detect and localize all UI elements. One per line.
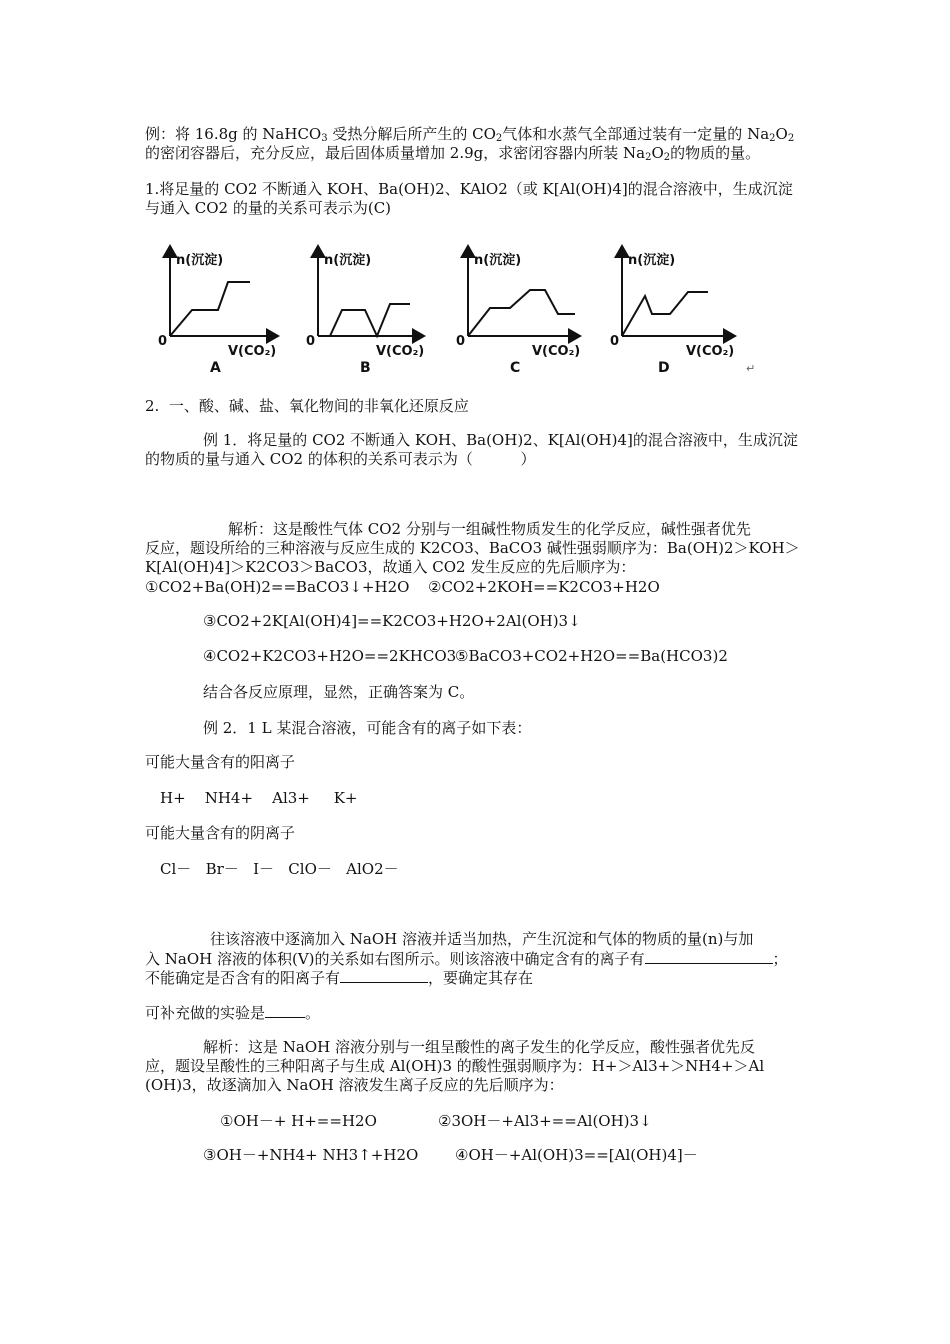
graph-b-origin: 0	[306, 334, 316, 349]
analysis2-line1: 解析：这是 NaOH 溶液分别与一组呈酸性的离子发生的化学反应，酸性强者优先反	[203, 1038, 755, 1056]
ex2-question-line1: 往该溶液中逐滴加入 NaOH 溶液并适当加热，产生沉淀和气体的物质的量(n)与加	[210, 930, 754, 948]
analysis2-line2: 应，题设呈酸性的三种阳离子与生成 Al(OH)3 的酸性强弱顺序为：H+＞Al3+＞NH4+＞Al	[145, 1057, 765, 1075]
graph-b-curve	[318, 304, 410, 336]
graph-d-curve	[622, 292, 708, 336]
ion-reaction-2: ②3OH－+Al3+==Al(OH)3↓	[438, 1112, 652, 1130]
cation-list: H+ NH4+ Al3+ K+	[160, 789, 358, 807]
example-intro: 例：将 16.8g 的 NaHCO$_3$ 受热分解后所产生的 $CO_2$气体和水蒸气全部通过装有一定量的 $Na_2O_2$ 的密闭容器后，充分反应，最后固体质量增加 2.9g，求密闭容器内所装 $Na_2O_2$的物质的量。	[145, 125, 795, 163]
analysis1-line1: 解析：这是酸性气体 CO2 分别与一组碱性物质发生的化学反应，碱性强者优先	[228, 520, 751, 538]
graph-a-curve	[170, 282, 250, 336]
graph-d-origin: 0	[610, 334, 620, 349]
reaction-3: ③CO2+2K[Al(OH)4]==K2CO3+H2O+2Al(OH)3↓	[203, 612, 581, 630]
ex2-title: 例 2．1 L 某混合溶液，可能含有的离子如下表：	[203, 719, 532, 737]
answer-blank-3[interactable]	[265, 1003, 305, 1018]
analysis1-line3: K[Al(OH)4]＞K2CO3＞BaCO3，故通入 CO2 发生反应的先后顺序为：	[145, 558, 636, 576]
section-2-heading: 2. 一、酸、碱、盐、氧化物间的非氧化还原反应	[145, 397, 469, 415]
graph-c-letter: C	[510, 360, 521, 376]
anion-label: 可能大量含有的阴离子	[145, 824, 296, 842]
analysis1-conclusion: 结合各反应原理，显然，正确答案为 C。	[203, 683, 475, 701]
reaction-1: ①CO2+Ba(OH)2==BaCO3↓+H2O	[145, 578, 410, 596]
ex1-line1: 例 1．将足量的 CO2 不断通入 KOH、Ba(OH)2、K[Al(OH)4]的混合溶液中，生成沉淀	[203, 431, 798, 449]
reaction-4: ④CO2+K2CO3+H2O==2KHCO3	[203, 647, 457, 665]
precipitate-graphs-figure	[150, 242, 770, 377]
graph-a-y-label: n(沉淀)	[176, 253, 224, 268]
graph-a-origin: 0	[158, 334, 168, 349]
graph-a-x-label: V(CO₂)	[228, 344, 277, 359]
ex2-question-line2: 入 NaOH 溶液的体积(V)的关系如右图所示。则该溶液中确定含有的离子有 ；	[145, 950, 788, 968]
ion-reaction-3: ③OH－+NH4+ NH3↑+H2O	[203, 1146, 419, 1164]
graph-d-letter: D	[658, 360, 670, 376]
ion-reaction-4: ④OH－+Al(OH)3==[Al(OH)4]－	[455, 1146, 698, 1164]
analysis2-line3: (OH)3，故逐滴加入 NaOH 溶液发生离子反应的先后顺序为：	[145, 1076, 564, 1094]
ex1-line2: 的物质的量与通入 CO2 的体积的关系可表示为（ ）	[145, 450, 536, 468]
graph-d-x-label: V(CO₂)	[686, 344, 735, 359]
reaction-2: ②CO2+2KOH==K2CO3+H2O	[428, 578, 660, 596]
graph-c-x-label: V(CO₂)	[532, 344, 581, 359]
ex2-question-line4: 可补充做的实验是 。	[145, 1004, 321, 1022]
graph-c-curve	[468, 290, 575, 336]
graph-d-y-label: n(沉淀)	[628, 253, 676, 268]
graph-b-x-label: V(CO₂)	[376, 344, 425, 359]
return-mark: ↵	[746, 362, 756, 375]
analysis1-line2: 反应，题设所给的三种溶液与反应生成的 K2CO3、BaCO3 碱性强弱顺序为：Ba(OH)2＞KOH＞	[145, 539, 800, 557]
answer-blank-2[interactable]	[340, 968, 428, 983]
ion-reaction-1: ①OH－+ H+==H2O	[220, 1112, 377, 1130]
anion-list: Cl－ Br－ I－ ClO－ AlO2－	[160, 860, 399, 878]
q1-line1: 1.将足量的 CO2 不断通入 KOH、Ba(OH)2、KAlO2（或 K[Al(OH)4]的混合溶液中，生成沉淀	[145, 180, 793, 198]
graph-c-y-label: n(沉淀)	[474, 253, 522, 268]
q1-line2: 与通入 CO2 的量的关系可表示为(C)	[145, 199, 392, 217]
ex2-question-line3: 不能确定是否含有的阳离子有 ，要确定其存在	[145, 969, 534, 987]
cation-label: 可能大量含有的阳离子	[145, 753, 296, 771]
graph-b-y-label: n(沉淀)	[324, 253, 372, 268]
answer-blank-1[interactable]	[645, 949, 773, 964]
graph-a-letter: A	[210, 360, 221, 376]
graph-b-letter: B	[360, 360, 371, 376]
graph-c-origin: 0	[456, 334, 466, 349]
reaction-5: ⑤BaCO3+CO2+H2O==Ba(HCO3)2	[455, 647, 728, 665]
